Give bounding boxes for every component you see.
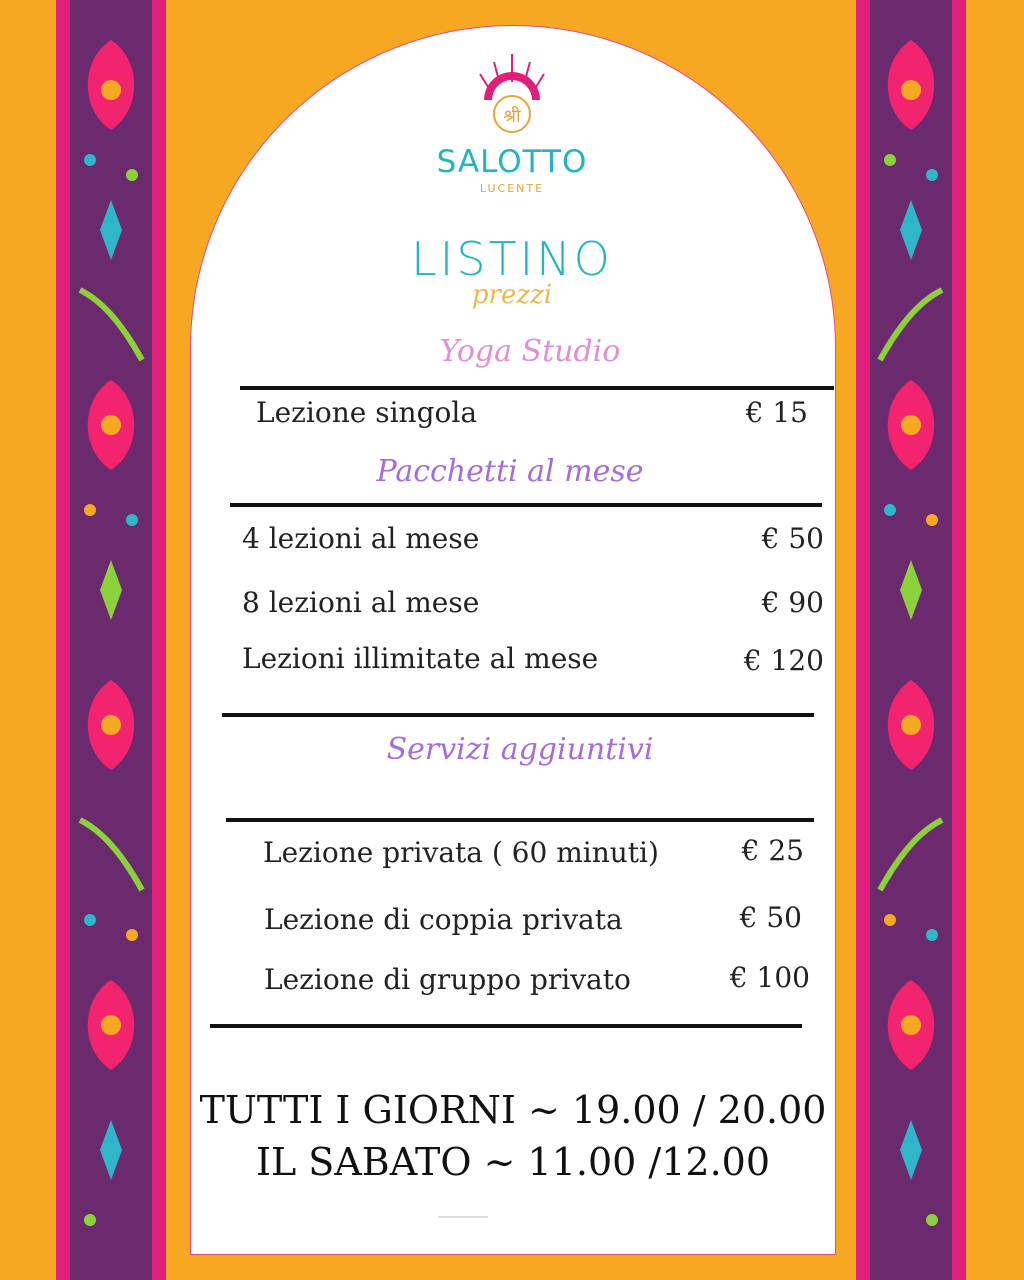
divider xyxy=(222,713,814,717)
floral-pattern-icon xyxy=(870,0,952,1280)
price-item-value: € 15 xyxy=(745,396,808,429)
svg-text:श्री: श्री xyxy=(503,106,521,127)
opening-hours-weekdays: TUTTI I GIORNI ~ 19.00 / 20.00 xyxy=(199,1088,827,1132)
price-item-label: Lezione privata ( 60 minuti) xyxy=(263,836,659,869)
page-title: LISTINO xyxy=(411,232,613,286)
price-item-value: € 120 xyxy=(743,644,824,677)
brand-logo xyxy=(412,52,612,202)
brand-subtitle: LUCENTE xyxy=(479,182,545,195)
brand-name: SALOTTO xyxy=(436,144,588,180)
price-item-label: 8 lezioni al mese xyxy=(242,586,480,619)
divider xyxy=(230,503,822,507)
floral-pattern-icon xyxy=(70,0,152,1280)
divider xyxy=(226,818,814,822)
price-item-value: € 90 xyxy=(761,586,824,619)
price-item-value: € 50 xyxy=(761,522,824,555)
section-heading-yoga: Yoga Studio xyxy=(439,334,621,369)
price-item-label: Lezione di gruppo privato xyxy=(264,963,631,996)
sunrise-icon xyxy=(412,52,612,142)
section-heading-packages: Pacchetti al mese xyxy=(376,454,644,489)
divider xyxy=(210,1024,802,1028)
opening-hours-saturday: IL SABATO ~ 11.00 /12.00 xyxy=(255,1140,771,1184)
price-item-value: € 100 xyxy=(729,961,810,994)
price-list-card xyxy=(190,25,836,1255)
page-subtitle: prezzi xyxy=(471,280,553,310)
price-item-label: Lezioni illimitate al mese xyxy=(242,642,599,675)
divider xyxy=(240,386,834,390)
price-item-label: 4 lezioni al mese xyxy=(242,522,480,555)
price-item-value: € 50 xyxy=(739,901,802,934)
price-item-value: € 25 xyxy=(741,834,804,867)
price-item-label: Lezione di coppia privata xyxy=(264,903,623,936)
left-decorative-border xyxy=(56,0,166,1280)
section-heading-services: Servizi aggiuntivi xyxy=(386,732,654,767)
divider xyxy=(438,1216,488,1218)
price-item-label: Lezione singola xyxy=(256,396,478,429)
right-decorative-border xyxy=(856,0,966,1280)
